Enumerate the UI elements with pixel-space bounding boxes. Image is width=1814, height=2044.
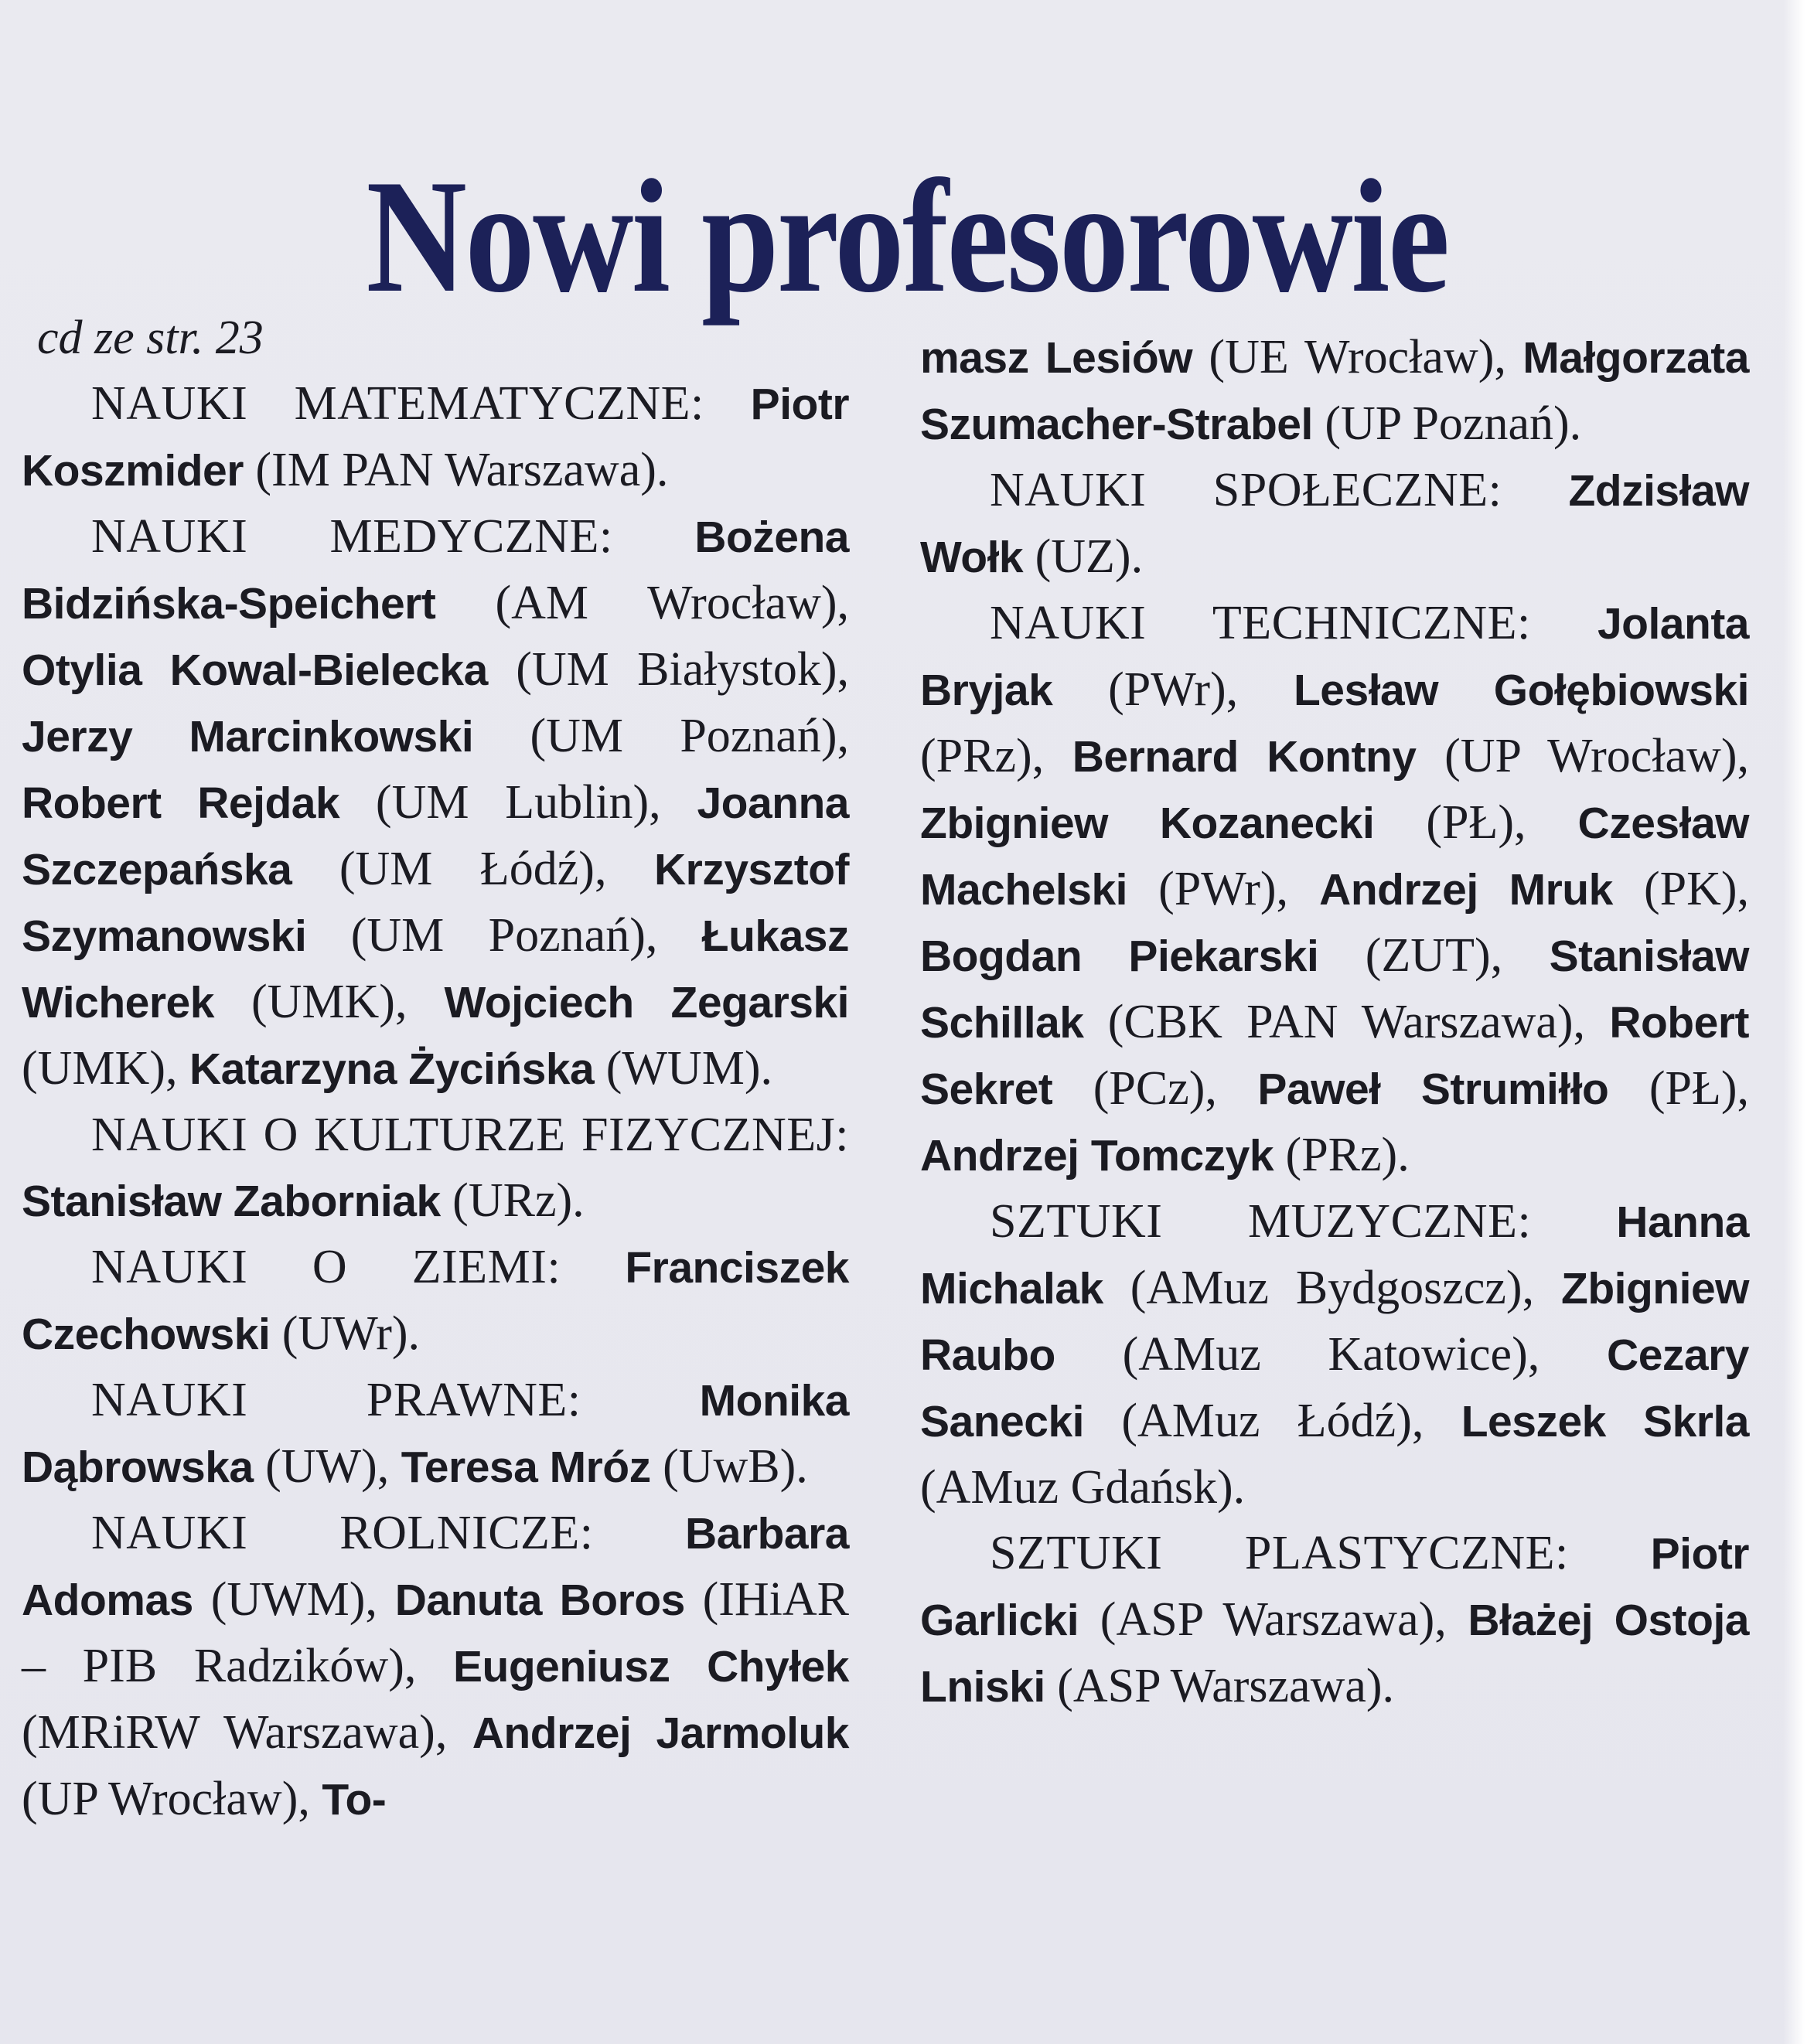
person-name: Zdzisław Wołk [920, 466, 1749, 582]
person-name: Piotr Koszmider [22, 380, 850, 496]
person-name: Joanna Szczepańska [22, 778, 849, 894]
affiliation: (AMuz Gdańsk). [920, 1461, 1246, 1514]
affiliation: (PRz), [920, 730, 1072, 782]
person-name: Andrzej Mruk [1319, 865, 1613, 915]
section-technical-sciences [920, 591, 1749, 1189]
person-name: Leszek Skrla [1461, 1397, 1749, 1446]
affiliation: (CBK PAN Warszawa), [1083, 996, 1610, 1048]
person-name: Andrzej Tomczyk [920, 1131, 1274, 1180]
category-label: NAUKI MEDYCZNE: [91, 510, 613, 563]
section-medicine [22, 504, 849, 1102]
affiliation: (ASP Warszawa). [1045, 1660, 1395, 1712]
section-social-sciences [920, 458, 1749, 591]
person-name: Stanisław Zaborniak [22, 1177, 441, 1226]
person-name: Danuta Boros [394, 1576, 685, 1625]
person-name: To- [322, 1775, 387, 1824]
affiliation: (UW), [253, 1440, 401, 1493]
affiliation: (IHiAR – PIB Radzików), [22, 1573, 850, 1692]
category-label: NAUKI TECHNICZNE: [990, 597, 1531, 649]
person-name: Hanna Michalak [920, 1197, 1749, 1313]
affiliation: (AMuz Łódź), [1083, 1395, 1461, 1447]
person-name: Czesław Machelski [920, 799, 1749, 915]
section-law [22, 1368, 849, 1501]
category-label: NAUKI O ZIEMI: [91, 1241, 561, 1293]
affiliation: (UZ). [1023, 530, 1144, 583]
category-label: NAUKI PRAWNE: [91, 1374, 581, 1426]
affiliation: (WUM). [594, 1042, 772, 1095]
affiliation: (UP Wrocław), [22, 1773, 322, 1825]
person-name: Katarzyna Życińska [189, 1044, 595, 1094]
person-name: Paweł Strumiłło [1257, 1065, 1609, 1114]
affiliation: (UP Wrocław), [1416, 730, 1749, 782]
category-label: SZTUKI MUZYCZNE: [990, 1195, 1532, 1248]
affiliation: (AM Wrocław), [435, 577, 849, 629]
affiliation: (UM Poznań), [473, 710, 849, 762]
person-name: Małgorzata Szumacher-Strabel [920, 333, 1749, 449]
affiliation: (UM Poznań), [306, 909, 702, 962]
affiliation: (PK), [1612, 863, 1749, 915]
section-music [920, 1189, 1749, 1521]
person-name: Bożena Bidzińska-Speichert [22, 513, 849, 629]
headline: Nowi profesorowie [366, 146, 1448, 326]
person-name: Krzysztof Szymanowski [22, 845, 849, 961]
section-earth-sciences [22, 1235, 849, 1368]
affiliation: (UWr). [270, 1307, 421, 1360]
affiliation: (UP Poznań). [1312, 397, 1582, 450]
person-name: Zbigniew Raubo [920, 1264, 1749, 1380]
affiliation: (UwB). [650, 1440, 808, 1493]
person-name: Robert Rejdak [22, 778, 340, 828]
category-label: NAUKI ROLNICZE: [91, 1507, 594, 1559]
person-name: Bernard Kontny [1072, 732, 1417, 782]
affiliation: (PŁ), [1374, 796, 1578, 849]
person-name: Andrzej Jarmoluk [472, 1708, 849, 1758]
affiliation: (PWr), [1052, 663, 1294, 716]
affiliation: (UMK), [22, 1042, 189, 1095]
section-physical-culture [22, 1102, 849, 1235]
person-name: Monika Dąbrowska [22, 1376, 850, 1492]
column-left [22, 305, 849, 1833]
column-right [920, 325, 1749, 1720]
affiliation: (UWM), [193, 1573, 395, 1626]
person-name: Błażej Ostoja Lniski [920, 1596, 1749, 1712]
affiliation: (MRiRW Warszawa), [22, 1706, 472, 1759]
person-name: Teresa Mróz [401, 1443, 651, 1492]
affiliation: (AMuz Bydgoszcz), [1103, 1262, 1562, 1314]
person-name: Jolanta Bryjak [920, 599, 1750, 715]
affiliation: (PRz). [1274, 1129, 1410, 1181]
affiliation: (PŁ), [1608, 1062, 1749, 1115]
affiliation: (PCz), [1052, 1062, 1258, 1115]
affiliation: (UM Białystok), [487, 643, 849, 696]
person-name: masz Lesiów [920, 333, 1193, 383]
affiliation: (IM PAN Warszawa). [243, 444, 669, 496]
affiliation: (UM Lublin), [339, 776, 697, 829]
category-label: NAUKI O KULTURZE FIZYCZNEJ: [91, 1109, 849, 1161]
category-label: NAUKI SPOŁECZNE: [990, 464, 1502, 516]
affiliation: (UM Łódź), [292, 843, 654, 895]
person-name: Franciszek Czechowski [22, 1243, 849, 1359]
person-name: Otylia Kowal-Bielecka [22, 646, 488, 695]
person-name: Zbigniew Kozanecki [920, 799, 1375, 848]
section-agriculture-continued [920, 325, 1749, 458]
affiliation: (UMK), [213, 976, 445, 1028]
section-agriculture [22, 1501, 849, 1833]
affiliation: (AMuz Katowice), [1055, 1328, 1608, 1381]
section-mathematics [22, 371, 849, 504]
section-fine-arts [920, 1521, 1749, 1720]
affiliation: (UE Wrocław), [1192, 331, 1523, 383]
affiliation: (ASP Warszawa), [1079, 1593, 1468, 1646]
person-name: Łukasz Wicherek [22, 911, 849, 1027]
person-name: Jerzy Marcinkowski [22, 712, 474, 761]
page-edge [1783, 0, 1814, 2044]
person-name: Stanisław Schillak [920, 932, 1750, 1048]
category-label: NAUKI MATEMATYCZNE: [91, 377, 704, 430]
person-name: Eugeniusz Chyłek [453, 1642, 849, 1691]
category-label: SZTUKI PLASTYCZNE: [990, 1527, 1569, 1579]
person-name: Wojciech Zegarski [444, 978, 849, 1027]
person-name: Barbara Adomas [22, 1509, 849, 1625]
person-name: Bogdan Piekarski [920, 932, 1319, 981]
affiliation: (URz). [440, 1174, 585, 1227]
person-name: Cezary Sanecki [920, 1330, 1749, 1446]
person-name: Lesław Gołębiowski [1293, 666, 1749, 715]
person-name: Robert Sekret [920, 998, 1749, 1114]
person-name: Piotr Garlicki [920, 1529, 1749, 1645]
affiliation: (PWr), [1127, 863, 1320, 915]
affiliation: (ZUT), [1318, 929, 1550, 982]
continuation-note: cd ze str. 23 [37, 312, 264, 364]
